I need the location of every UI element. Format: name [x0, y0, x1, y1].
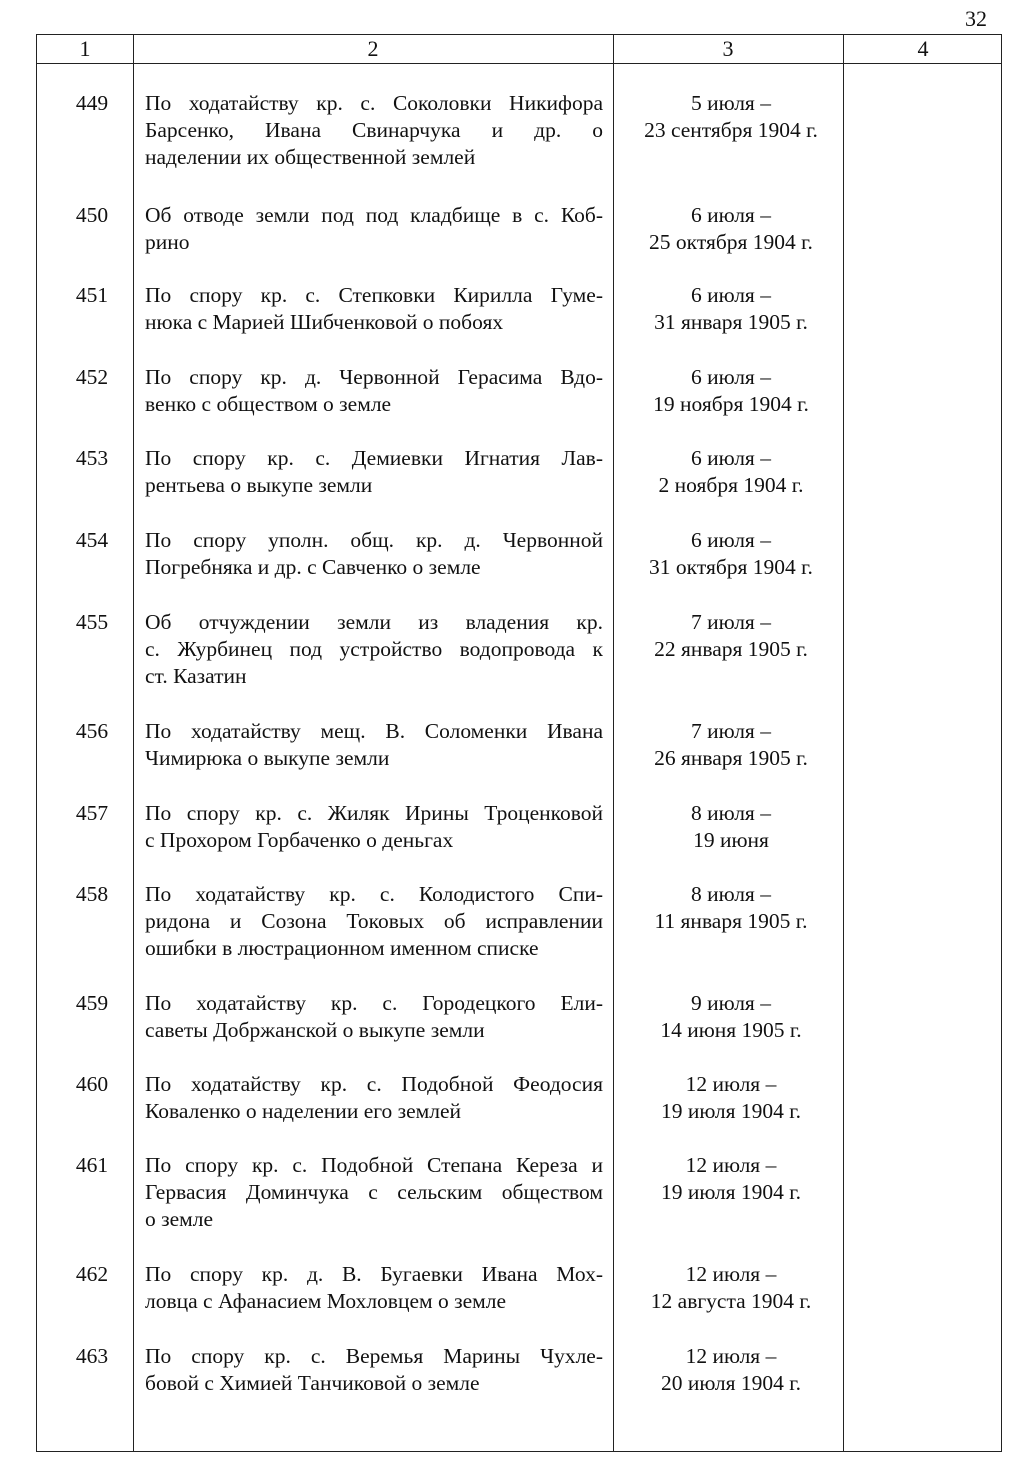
record-number: 461 — [75, 1153, 109, 1177]
description-line: По спору кр. с. Жиляк Ирины Троценковой — [145, 801, 603, 825]
record-number: 454 — [75, 528, 109, 552]
description-line: Барсенко, Ивана Свинарчука и др. о — [145, 118, 603, 142]
description-line: Об отчуждении земли из владения кр. — [145, 610, 603, 634]
date-line: 6 июля – — [691, 203, 771, 227]
date-line: 12 августа 1904 г. — [650, 1289, 812, 1313]
date-line: 25 октября 1904 г. — [649, 230, 813, 254]
description-line: о земле — [145, 1207, 214, 1231]
date-line: 6 июля – — [691, 365, 771, 389]
column-header-3: 3 — [722, 36, 734, 61]
page-number: 32 — [965, 6, 987, 31]
description-line: нюка с Марией Шибченковой о побоях — [145, 310, 504, 334]
description-line: рино — [145, 230, 190, 254]
date-line: 5 июля – — [691, 91, 771, 115]
date-line: 6 июля – — [691, 446, 771, 470]
date-line: 11 января 1905 г. — [654, 909, 808, 933]
record-dates — [621, 282, 841, 336]
record-number: 453 — [75, 446, 109, 470]
description-line: По ходатайству кр. с. Соколовки Никифора — [145, 91, 603, 115]
description-line: саветы Добржанской о выкупе земли — [145, 1018, 485, 1042]
record-number: 450 — [75, 203, 109, 227]
record-dates — [621, 1343, 841, 1397]
description-line: с Прохором Горбаченко о деньгах — [145, 828, 454, 852]
record-description — [145, 1261, 603, 1315]
record-description — [145, 881, 603, 962]
record-description — [145, 527, 603, 581]
date-line: 6 июля – — [691, 283, 771, 307]
description-line: ловца с Афанасием Мохловцем о земле — [145, 1289, 507, 1313]
record-number: 462 — [75, 1262, 109, 1286]
date-line: 12 июля – — [685, 1153, 777, 1177]
description-line: По ходатайству кр. с. Колодистого Спи- — [145, 882, 603, 906]
record-number: 457 — [75, 801, 109, 825]
record-description — [145, 1343, 603, 1397]
record-description — [145, 990, 603, 1044]
date-line: 22 января 1905 г. — [654, 637, 808, 661]
description-line: с. Журбинец под устройство водопровода к — [145, 637, 603, 661]
record-description — [145, 800, 603, 854]
record-dates — [621, 990, 841, 1044]
record-dates — [621, 609, 841, 663]
record-dates — [621, 1261, 841, 1315]
description-line: рентьева о выкупе земли — [145, 473, 373, 497]
record-description — [145, 202, 603, 256]
record-dates — [621, 800, 841, 854]
record-number: 460 — [75, 1072, 109, 1096]
date-line: 14 июня 1905 г. — [660, 1018, 802, 1042]
description-line: По спору кр. д. В. Бугаевки Ивана Мох- — [145, 1262, 603, 1286]
date-line: 9 июля – — [691, 991, 771, 1015]
record-number: 452 — [75, 365, 109, 389]
record-number: 463 — [75, 1344, 109, 1368]
column-header-2: 2 — [367, 36, 379, 61]
description-line: По ходатайству кр. с. Подобной Феодосия — [145, 1072, 603, 1096]
date-line: 6 июля – — [691, 528, 771, 552]
record-number: 456 — [75, 719, 109, 743]
column-divider — [133, 35, 134, 1451]
record-description — [145, 364, 603, 418]
description-line: Гервасия Доминчука с сельским обществом — [145, 1180, 603, 1204]
date-line: 23 сентября 1904 г. — [644, 118, 818, 142]
description-line: ошибки в люстрационном именном списке — [145, 936, 539, 960]
date-line: 7 июля – — [691, 719, 771, 743]
description-line: наделении их общественной землей — [145, 145, 476, 169]
date-line: 12 июля – — [685, 1344, 777, 1368]
record-description — [145, 1152, 603, 1233]
description-line: ридона и Созона Токовых об исправлении — [145, 909, 603, 933]
description-line: По ходатайству мещ. В. Соломенки Ивана — [145, 719, 603, 743]
description-line: бовой с Химией Танчиковой о земле — [145, 1371, 480, 1395]
record-description — [145, 90, 603, 171]
date-line: 8 июля – — [691, 882, 771, 906]
record-dates — [621, 1071, 841, 1125]
record-dates — [621, 881, 841, 935]
record-description — [145, 445, 603, 499]
record-dates — [621, 1152, 841, 1206]
description-line: Чимирюка о выкупе земли — [145, 746, 390, 770]
date-line: 12 июля – — [685, 1262, 777, 1286]
column-divider — [843, 35, 844, 1451]
record-dates — [621, 527, 841, 581]
description-line: Погребняка и др. с Савченко о земле — [145, 555, 481, 579]
record-dates — [621, 90, 841, 144]
description-line: По спору уполн. общ. кр. д. Червонной — [145, 528, 603, 552]
record-description — [145, 609, 603, 690]
record-number: 451 — [75, 283, 109, 307]
date-line: 19 июня — [693, 828, 769, 852]
date-line: 19 ноября 1904 г. — [653, 392, 809, 416]
date-line: 19 июля 1904 г. — [660, 1180, 802, 1204]
record-dates — [621, 445, 841, 499]
record-description — [145, 1071, 603, 1125]
description-line: По спору кр. с. Подобной Степана Кереза и — [145, 1153, 603, 1177]
date-line: 12 июля – — [685, 1072, 777, 1096]
date-line: 2 ноября 1904 г. — [658, 473, 804, 497]
description-line: Об отводе земли под под кладбище в с. Коб- — [145, 203, 603, 227]
date-line: 8 июля – — [691, 801, 771, 825]
archive-table — [36, 34, 1002, 1452]
description-line: Коваленко о наделении его землей — [145, 1099, 462, 1123]
date-line: 26 января 1905 г. — [654, 746, 808, 770]
date-line: 20 июля 1904 г. — [660, 1371, 802, 1395]
description-line: ст. Казатин — [145, 664, 247, 688]
record-description — [145, 718, 603, 772]
record-number: 449 — [75, 91, 109, 115]
description-line: По спору кр. с. Степковки Кирилла Гуме- — [145, 283, 603, 307]
description-line: По спору кр. д. Червонной Герасима Вдо- — [145, 365, 603, 389]
description-line: По спору кр. с. Веремья Марины Чухле- — [145, 1344, 603, 1368]
description-line: По ходатайству кр. с. Городецкого Ели- — [145, 991, 603, 1015]
header-divider — [37, 63, 1001, 64]
date-line: 31 октября 1904 г. — [649, 555, 813, 579]
record-number: 455 — [75, 610, 109, 634]
description-line: По спору кр. с. Демиевки Игнатия Лав- — [145, 446, 603, 470]
record-dates — [621, 718, 841, 772]
record-number: 459 — [75, 991, 109, 1015]
record-dates — [621, 364, 841, 418]
description-line: венко с обществом о земле — [145, 392, 392, 416]
record-number: 458 — [75, 882, 109, 906]
column-divider — [613, 35, 614, 1451]
date-line: 19 июля 1904 г. — [660, 1099, 802, 1123]
record-description — [145, 282, 603, 336]
date-line: 31 января 1905 г. — [654, 310, 808, 334]
record-dates — [621, 202, 841, 256]
column-header-1: 1 — [79, 36, 91, 61]
column-header-4: 4 — [917, 36, 929, 61]
date-line: 7 июля – — [691, 610, 771, 634]
